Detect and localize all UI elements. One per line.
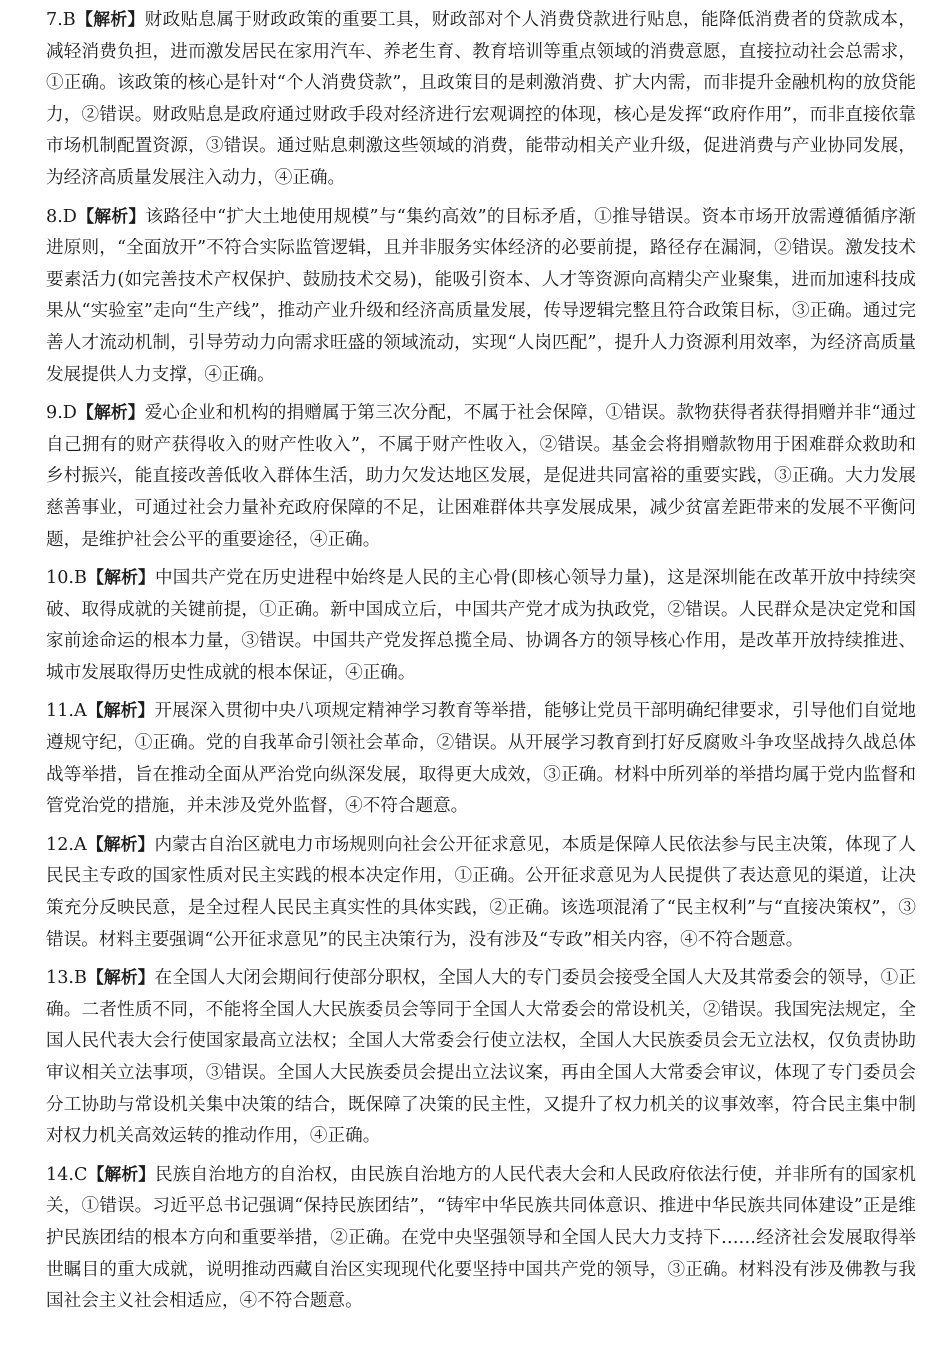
explanation-item-13 [46, 962, 916, 1153]
explanation-item-11 [46, 695, 916, 822]
explanation-item-14 [46, 1159, 916, 1318]
question-number: 12. [46, 834, 74, 855]
explanation-text: 内蒙古自治区就电力市场规则向社会公开征求意见，本质是保障人民依法参与民主决策，体现了人民民主专政的国家性质对民主实践的根本决定作用，①正确。公开征求意见为人民提供了表达意见的渠道，让决策充分反映民意，是全过程人民民主真实性的具体实践，②正确。该选项混淆了“民主权利”与“直接决策权”，③错误。材料主要强调“公开征求意见”的民主决策行为，没有涉及“专政”相关内容，④不符合题意。 [46, 834, 916, 950]
answer-letter: B [73, 968, 87, 989]
question-number: 14. [46, 1164, 74, 1185]
explanation-text: 财政贴息属于财政政策的重要工具，财政部对个人消费贷款进行贴息，能降低消费者的贷款成本，减轻消费负担，进而激发居民在家用汽车、养老生育、教育培训等重点领域的消费意愿，直接拉动社会总需求，①正确。该政策的核心是针对“个人消费贷款”，且政策目的是刺激消费、扩大内需，而非提升金融机构的放贷能力，②错误。财政贴息是政府通过财政手段对经济进行宏观调控的体现，核心是发挥“政府作用”，而非直接依靠市场机制配置资源，③错误。通过贴息刺激这些领域的消费，能带动相关产业升级，促进消费与产业协同发展，为经济高质量发展注入动力，④正确。 [46, 10, 916, 188]
answer-letter: B [73, 568, 87, 589]
analysis-tag: 【解析】 [86, 833, 155, 854]
answer-letter: D [62, 403, 77, 424]
explanation-text: 中国共产党在历史进程中始终是人民的主心骨(即核心领导力量)，这是深圳能在改革开放中持续突破、取得成就的关键前提，①正确。新中国成立后，中国共产党才成为执政党，②错误。人民群众是决定党和国家前途命运的根本力量，③错误。中国共产党发挥总揽全局、协调各方的领导核心作用，是改革开放持续推进、城市发展取得历史性成就的根本保证，④正确。 [46, 568, 916, 683]
analysis-tag: 【解析】 [75, 9, 145, 29]
explanation-text: 该路径中“扩大土地使用规模”与“集约高效”的目标矛盾，①推导错误。资本市场开放需遵循循序渐进原则，“全面放开”不符合实际监管逻辑，且并非服务实体经济的必要前提，路径存在漏洞，②错误。激发技术要素活力(如完善技术产权保护、鼓励技术交易)，能吸引资本、人才等资源向高精尖产业聚集，进而加速科技成果从“实验室”走向“生产线”，推动产业升级和经济高质量发展，传导逻辑完整且符合政策目标，③正确。通过完善人才流动机制，引导劳动力向需求旺盛的领域流动，实现“人岗匹配”，提升人力资源利用效率，为经济高质量发展提供人力支撑，④正确。 [46, 206, 916, 385]
analysis-tag: 【解析】 [76, 402, 145, 423]
answer-explanations [46, 4, 916, 1324]
question-number: 9. [46, 403, 63, 424]
explanation-text: 在全国人大闭会期间行使部分职权，全国人大的专门委员会接受全国人大及其常委会的领导，①正确。二者性质不同，不能将全国人大民族委员会等同于全国人大常委会的常设机关，②错误。我国宪法规定，全国人民代表大会行使国家最高立法权；全国人大常委会行使立法权，全国人大民族委员会无立法权，仅负责协助审议相关立法事项，③错误。全国人大民族委员会提出立法议案，再由全国人大常委会审议，体现了专门委员会分工协助与常设机关集中决策的结合，既保障了决策的民主性，又提升了权力机关的议事效率，符合民主集中制对权力机关高效运转的推动作用，④正确。 [46, 968, 916, 1147]
answer-letter: A [73, 834, 87, 855]
answer-letter: A [73, 701, 87, 722]
explanation-text: 开展深入贯彻中央八项规定精神学习教育等举措，能够让党员干部明确纪律要求，引导他们自觉地遵规守纪，①正确。党的自我革命引领社会革命，②错误。从开展学习教育到打好反腐败斗争攻坚战持久战总体战等举措，旨在推动全面从严治党向纵深发展，取得更大成效，③正确。材料中所列举的举措均属于党内监督和管党治党的措施，并未涉及党外监督，④不符合题意。 [46, 701, 916, 817]
explanation-item-8 [46, 201, 916, 392]
explanation-item-9 [46, 397, 916, 556]
answer-letter: D [62, 206, 77, 227]
explanation-text: 爱心企业和机构的捐赠属于第三次分配，不属于社会保障，①错误。款物获得者获得捐赠并非“通过自己拥有的财产获得收入的财产性收入”，不属于财产性收入，②错误。基金会将捐赠款物用于困难群众救助和乡村振兴，能直接改善低收入群体生活，助力欠发达地区发展，是促进共同富裕的重要实践，③正确。大力发展慈善事业，可通过社会力量补充政府保障的不足，让困难群体共享发展成果，减少贫富差距带来的发展不平衡问题，是维护社会公平的重要途径，④正确。 [46, 403, 916, 550]
question-number: 7. [46, 10, 63, 30]
analysis-tag: 【解析】 [76, 205, 146, 226]
explanation-item-7 [46, 4, 916, 195]
question-number: 8. [46, 206, 63, 227]
analysis-tag: 【解析】 [86, 700, 155, 721]
question-number: 13. [46, 968, 74, 989]
analysis-tag: 【解析】 [86, 967, 155, 988]
answer-letter: C [73, 1164, 88, 1185]
answer-letter: B [62, 10, 76, 30]
analysis-tag: 【解析】 [86, 567, 156, 588]
explanation-text: 民族自治地方的自治权，由民族自治地方的人民代表大会和人民政府依法行使，并非所有的国家机关，①错误。习近平总书记强调“保持民族团结”，“铸牢中华民族共同体意识、推进中华民族共同体建设”正是维护民族团结的根本方向和重要举措，②正确。在党中央坚强领导和全国人民大力支持下……经济社会发展取得举世瞩目的重大成就，说明推动西藏自治区实现现代化要坚持中国共产党的领导，③正确。材料没有涉及佛教与我国社会主义社会相适应，④不符合题意。 [46, 1164, 916, 1312]
explanation-item-12 [46, 829, 916, 956]
analysis-tag: 【解析】 [87, 1163, 156, 1184]
question-number: 10. [46, 568, 74, 589]
question-number: 11. [46, 701, 74, 722]
explanation-item-10 [46, 562, 916, 689]
